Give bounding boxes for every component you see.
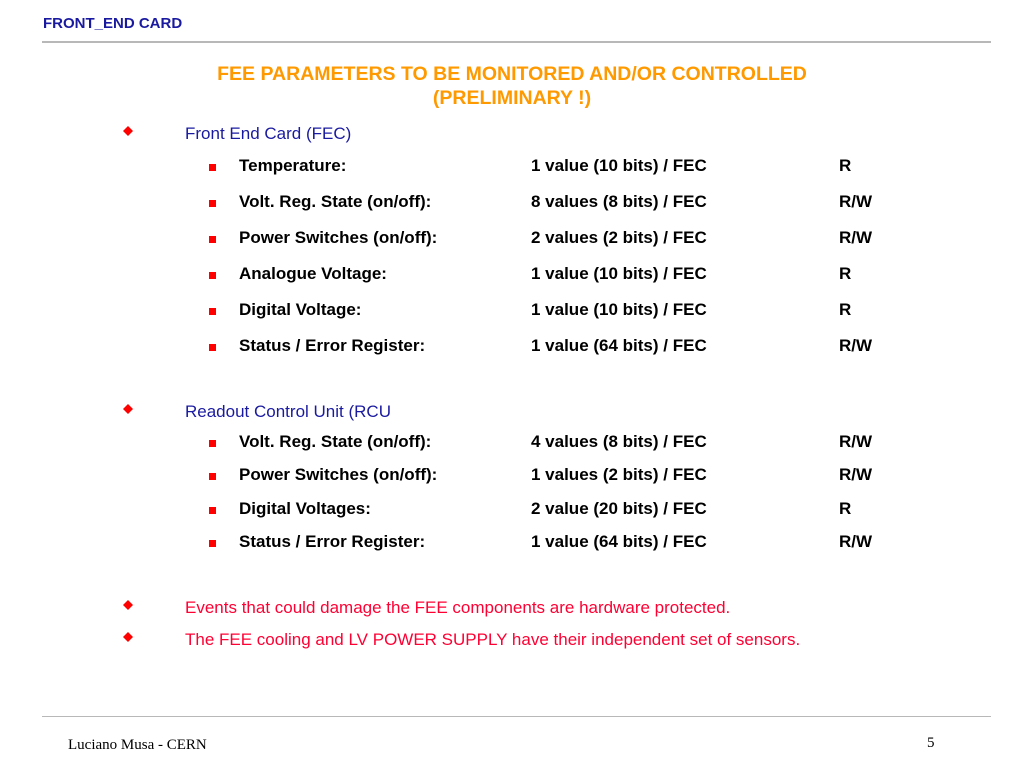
section-heading-fec: Front End Card (FEC) xyxy=(185,124,352,143)
table-row xyxy=(0,228,1024,252)
param-name: Temperature: xyxy=(239,156,347,175)
square-bullet-icon xyxy=(209,236,216,243)
param-value: 1 value (64 bits) / FEC xyxy=(531,532,707,551)
header-divider xyxy=(42,41,991,43)
param-value: 1 value (10 bits) / FEC xyxy=(531,300,707,319)
diamond-bullet-icon xyxy=(123,600,133,610)
square-bullet-icon xyxy=(209,440,216,447)
param-access: R xyxy=(839,499,852,518)
square-bullet-icon xyxy=(209,200,216,207)
param-access: R/W xyxy=(839,336,873,355)
note-text: The FEE cooling and LV POWER SUPPLY have their independent set of sensors. xyxy=(185,630,801,649)
page-number: 5 xyxy=(927,735,935,751)
footer-divider xyxy=(42,716,991,717)
table-row xyxy=(0,300,1024,324)
square-bullet-icon xyxy=(209,308,216,315)
slide-title-line-1: FEE PARAMETERS TO BE MONITORED AND/OR CONTROLLED xyxy=(217,63,807,85)
param-access: R/W xyxy=(839,465,873,484)
table-row xyxy=(0,192,1024,216)
note-text: Events that could damage the FEE components are hardware protected. xyxy=(185,598,731,617)
param-access: R xyxy=(839,264,852,283)
param-value: 1 values (2 bits) / FEC xyxy=(531,465,707,484)
param-name: Analogue Voltage: xyxy=(239,264,387,283)
square-bullet-icon xyxy=(209,344,216,351)
param-name: Status / Error Register: xyxy=(239,336,426,355)
header-title: FRONT_END CARD xyxy=(43,15,183,32)
param-value: 2 value (20 bits) / FEC xyxy=(531,499,707,518)
table-row xyxy=(0,532,1024,556)
param-access: R/W xyxy=(839,532,873,551)
square-bullet-icon xyxy=(209,164,216,171)
square-bullet-icon xyxy=(209,540,216,547)
param-name: Power Switches (on/off): xyxy=(239,465,438,484)
table-row xyxy=(0,336,1024,360)
square-bullet-icon xyxy=(209,507,216,514)
param-access: R xyxy=(839,156,852,175)
param-value: 2 values (2 bits) / FEC xyxy=(531,228,707,247)
section-heading-rcu: Readout Control Unit (RCU xyxy=(185,402,391,421)
table-row xyxy=(0,499,1024,523)
table-row xyxy=(0,156,1024,180)
slide-title-line-2: (PRELIMINARY !) xyxy=(432,87,592,109)
param-value: 1 value (64 bits) / FEC xyxy=(531,336,707,355)
slide-title xyxy=(0,62,1024,110)
param-access: R/W xyxy=(839,192,873,211)
param-value: 1 value (10 bits) / FEC xyxy=(531,264,707,283)
param-access: R xyxy=(839,300,852,319)
table-row xyxy=(0,264,1024,288)
table-row xyxy=(0,465,1024,489)
param-name: Digital Voltages: xyxy=(239,499,371,518)
param-name: Volt. Reg. State (on/off): xyxy=(239,192,432,211)
square-bullet-icon xyxy=(209,272,216,279)
param-value: 1 value (10 bits) / FEC xyxy=(531,156,707,175)
param-name: Volt. Reg. State (on/off): xyxy=(239,432,432,451)
diamond-bullet-icon xyxy=(123,126,133,136)
param-access: R/W xyxy=(839,228,873,247)
table-row xyxy=(0,432,1024,456)
footer-author: Luciano Musa - CERN xyxy=(68,737,207,753)
square-bullet-icon xyxy=(209,473,216,480)
param-name: Status / Error Register: xyxy=(239,532,426,551)
param-value: 8 values (8 bits) / FEC xyxy=(531,192,707,211)
param-name: Power Switches (on/off): xyxy=(239,228,438,247)
param-name: Digital Voltage: xyxy=(239,300,362,319)
param-value: 4 values (8 bits) / FEC xyxy=(531,432,707,451)
diamond-bullet-icon xyxy=(123,632,133,642)
param-access: R/W xyxy=(839,432,873,451)
diamond-bullet-icon xyxy=(123,404,133,414)
